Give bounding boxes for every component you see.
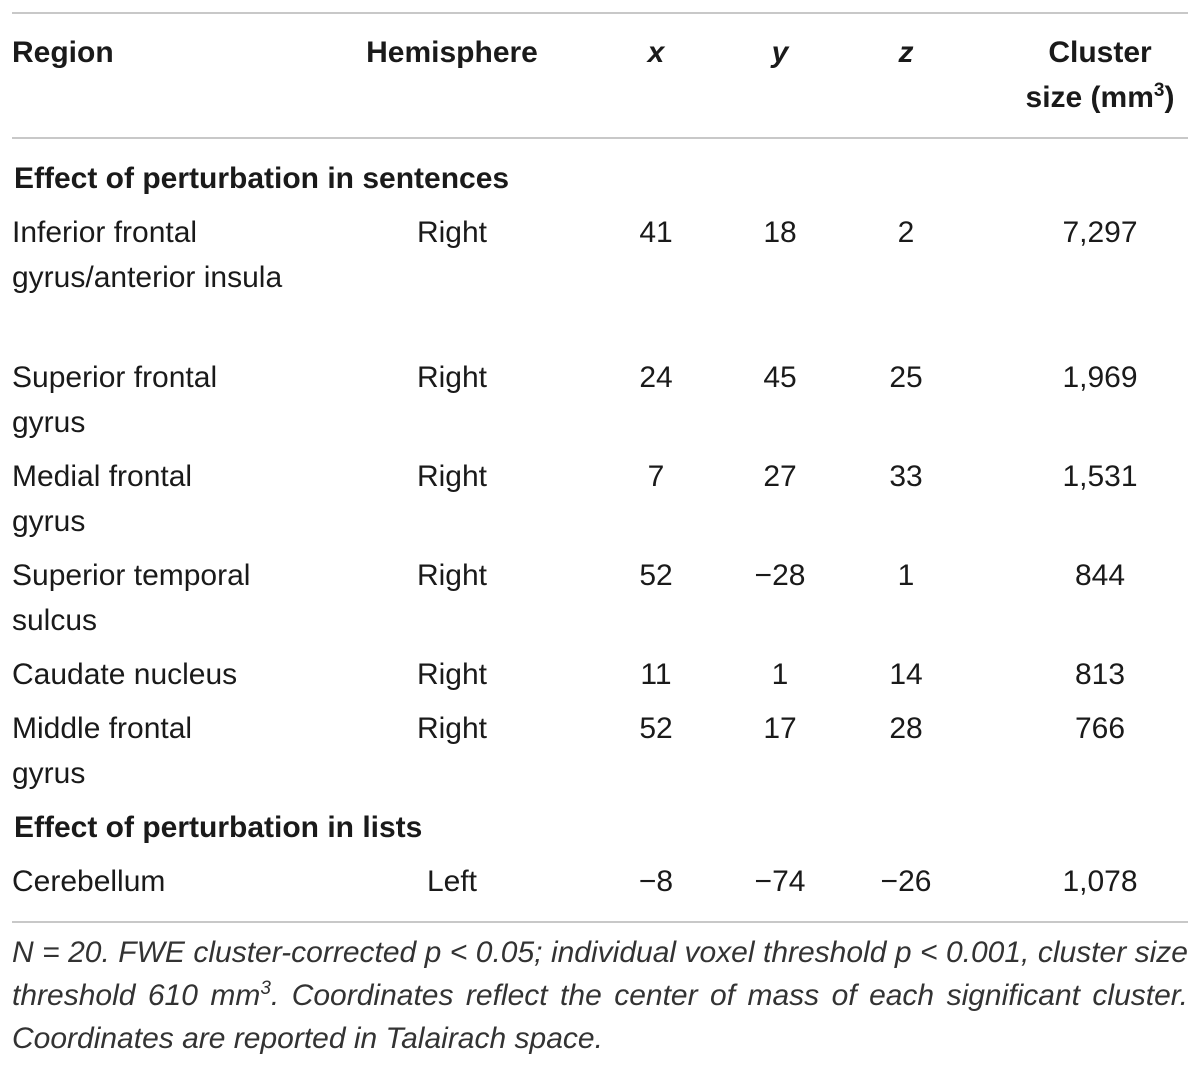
cell-z: 28 bbox=[889, 712, 923, 745]
cell-hemisphere: Right bbox=[416, 658, 488, 691]
cell-y: 18 bbox=[763, 216, 797, 249]
cell-y: 27 bbox=[763, 460, 797, 493]
header-x: x bbox=[647, 36, 665, 69]
cell-cluster-size: 1,531 bbox=[1062, 460, 1138, 493]
header-z: z bbox=[898, 36, 914, 69]
cell-hemisphere: Right bbox=[416, 559, 488, 592]
cell-region: Middle frontal gyrus bbox=[12, 712, 193, 790]
footnote-sup: 3 bbox=[260, 978, 271, 999]
cell-region: Superior frontal gyrus bbox=[12, 361, 218, 439]
cell-region: Inferior frontal gyrus/anterior insula bbox=[12, 216, 283, 294]
cell-cluster-size: 7,297 bbox=[1062, 216, 1138, 249]
cell-y: −74 bbox=[754, 865, 806, 898]
cell-x: 7 bbox=[647, 460, 665, 493]
cell-x: −8 bbox=[638, 865, 674, 898]
cell-region: Medial frontal gyrus bbox=[12, 460, 193, 538]
cell-x: 52 bbox=[639, 712, 673, 745]
cell-z: −26 bbox=[880, 865, 932, 898]
cell-x: 52 bbox=[639, 559, 673, 592]
cell-cluster-size: 844 bbox=[1074, 559, 1126, 592]
footnote-part1: N = 20. FWE cluster-corrected p < 0.05; individual voxel threshold p < 0.001, cluster size threshold 610 mm bbox=[12, 936, 1188, 1012]
section-title-sentences: Effect of perturbation in sentences bbox=[14, 162, 510, 195]
cell-y: 1 bbox=[771, 658, 789, 691]
cell-region: Cerebellum bbox=[12, 865, 166, 898]
cell-z: 2 bbox=[897, 216, 915, 249]
cell-y: 45 bbox=[763, 361, 797, 394]
table-top-rule bbox=[12, 12, 1188, 14]
cell-hemisphere: Right bbox=[416, 460, 488, 493]
footnote-part2: . Coordinates reflect the center of mass of each significant cluster. Coordinates are reported in Talairach space. bbox=[12, 979, 1188, 1055]
cell-z: 1 bbox=[897, 559, 915, 592]
section-title-lists: Effect of perturbation in lists bbox=[14, 811, 423, 844]
cell-z: 33 bbox=[889, 460, 923, 493]
cell-hemisphere: Right bbox=[416, 216, 488, 249]
header-cluster-line1: Cluster bbox=[1048, 36, 1152, 69]
header-bottom-rule bbox=[12, 137, 1188, 139]
cell-hemisphere: Right bbox=[416, 712, 488, 745]
cell-x: 11 bbox=[640, 658, 672, 691]
header-cluster-line2: size $(mm^3)$ bbox=[1025, 80, 1175, 114]
header-region: Region bbox=[12, 36, 114, 69]
table-bottom-rule bbox=[12, 921, 1188, 923]
cell-y: −28 bbox=[754, 559, 806, 592]
cell-x: 24 bbox=[639, 361, 673, 394]
cell-cluster-size: 1,969 bbox=[1062, 361, 1138, 394]
cell-region: Superior temporal sulcus bbox=[12, 559, 251, 637]
cell-hemisphere: Left bbox=[426, 865, 478, 898]
cell-hemisphere: Right bbox=[416, 361, 488, 394]
cell-z: 25 bbox=[889, 361, 923, 394]
header-cluster-size bbox=[1000, 30, 1200, 120]
cell-y: 17 bbox=[763, 712, 797, 745]
cell-cluster-size: 766 bbox=[1074, 712, 1126, 745]
table-footnote bbox=[12, 931, 1188, 1060]
header-hemisphere: Hemisphere bbox=[366, 36, 538, 69]
cell-z: 14 bbox=[889, 658, 923, 691]
cell-cluster-size: 1,078 bbox=[1062, 865, 1138, 898]
cell-cluster-size: 813 bbox=[1074, 658, 1126, 691]
cell-region: Caudate nucleus bbox=[12, 658, 238, 691]
header-y: y bbox=[771, 36, 789, 69]
cell-x: 41 bbox=[639, 216, 673, 249]
